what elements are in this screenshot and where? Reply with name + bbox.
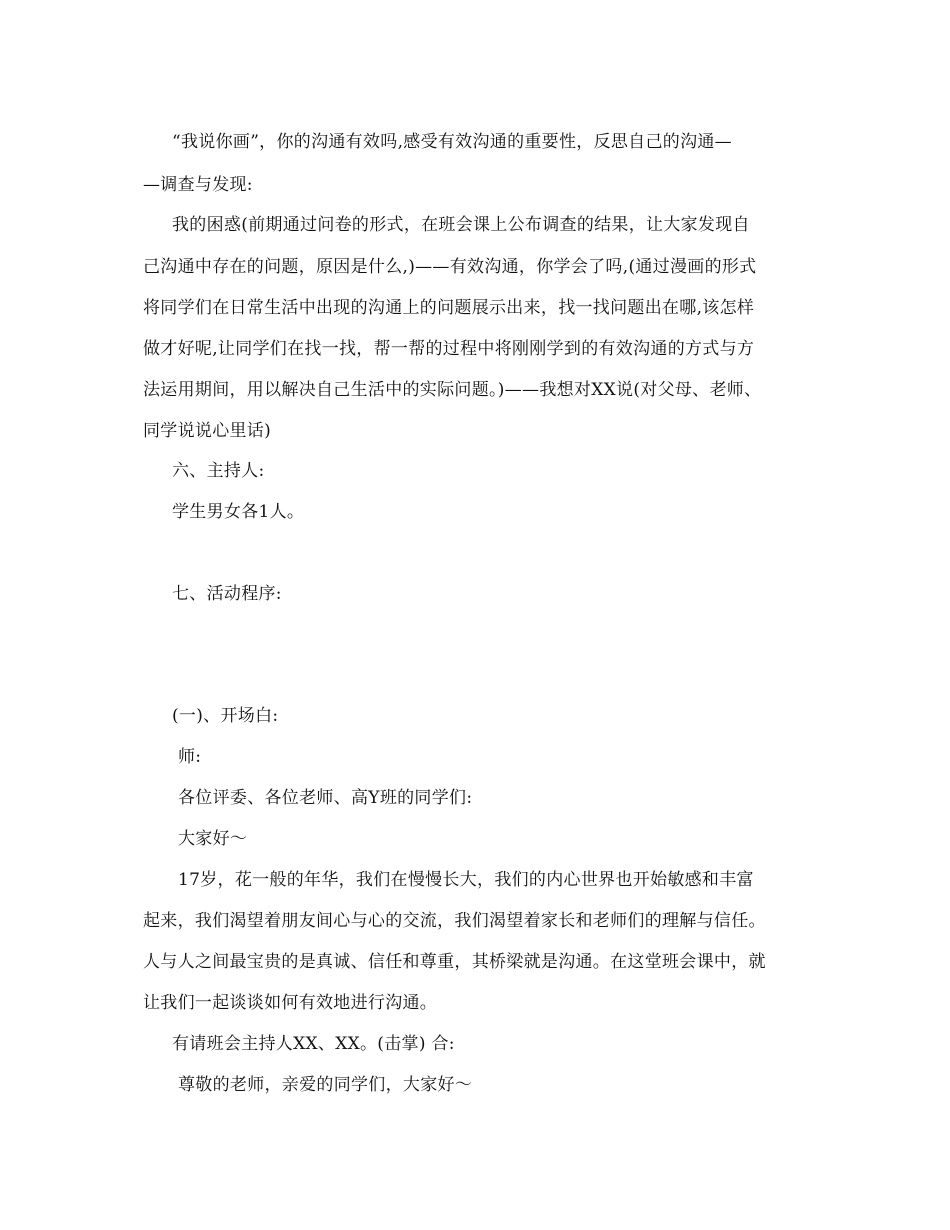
paragraph-line-16: 17岁，花一般的年华，我们在慢慢长大，我们的内心世界也开始敏感和丰富 [178, 870, 754, 890]
paragraph-line-5: 将同学们在日常生活中出现的沟通上的问题展示出来，找一找问题出在哪,该怎样 [143, 298, 755, 318]
paragraph-line-14: 各位评委、各位老师、高Y班的同学们: [178, 788, 473, 808]
paragraph-line-18: 人与人之间最宝贵的是真诚、信任和尊重，其桥梁就是沟通。在这堂班会课中，就 [143, 952, 766, 972]
paragraph-line-15: 大家好～ [178, 829, 248, 849]
paragraph-line-8: 同学说说心里话) [143, 421, 272, 441]
section-heading-six: 六、主持人: [172, 461, 265, 481]
subsection-heading-one: (一)、开场白: [172, 706, 279, 726]
paragraph-line-1: “我说你画”，你的沟通有效吗,感受有效沟通的重要性，反思自己的沟通— [172, 132, 732, 152]
speaker-label-teacher: 师: [178, 747, 202, 767]
paragraph-line-17: 起来，我们渴望着朋友间心与心的交流，我们渴望着家长和老师们的理解与信任。 [143, 911, 766, 931]
paragraph-line-6: 做才好呢,让同学们在找一找，帮一帮的过程中将刚刚学到的有效沟通的方式与方 [143, 339, 755, 359]
section-heading-seven: 七、活动程序: [172, 584, 282, 604]
paragraph-line-20: 有请班会主持人XX、XX。(击掌) 合: [172, 1034, 455, 1054]
paragraph-line-4: 己沟通中存在的问题，原因是什么,)——有效沟通，你学会了吗,(通过漫画的形式 [143, 257, 757, 277]
paragraph-line-10: 学生男女各1人。 [172, 502, 305, 522]
paragraph-line-19: 让我们一起谈谈如何有效地进行沟通。 [143, 993, 438, 1013]
paragraph-line-21: 尊敬的老师，亲爱的同学们，大家好～ [178, 1075, 473, 1095]
paragraph-line-2: —调查与发现: [143, 175, 253, 195]
paragraph-line-3: 我的困惑(前期通过问卷的形式，在班会课上公布调查的结果，让大家发现自 [172, 215, 750, 235]
paragraph-line-7: 法运用期间，用以解决自己生活中的实际问题。)——我想对XX说(对父母、老师、 [143, 380, 762, 400]
